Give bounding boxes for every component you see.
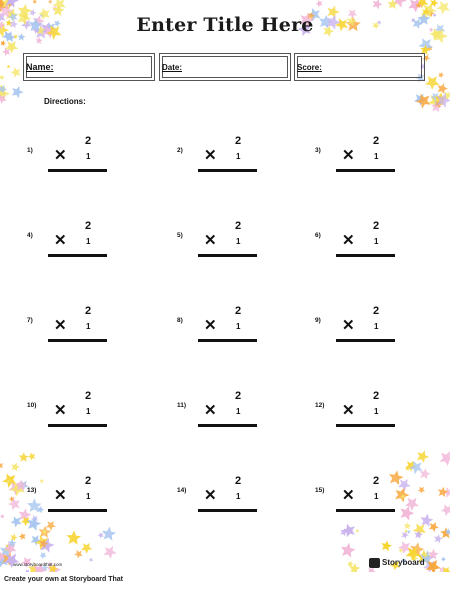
star-icon xyxy=(33,0,37,4)
star-icon xyxy=(441,504,450,516)
problem-number: 3) xyxy=(315,147,321,154)
problem-number: 11) xyxy=(177,402,187,409)
problem-top-operand: 2 xyxy=(235,220,242,232)
multiply-icon: ✕ xyxy=(204,317,217,334)
name-label: Name: xyxy=(26,62,54,72)
problem-item xyxy=(27,220,137,280)
star-icon xyxy=(398,541,411,554)
problem-top-operand: 2 xyxy=(235,135,242,147)
multiply-icon: ✕ xyxy=(54,147,67,164)
problem-top-operand: 2 xyxy=(373,135,380,147)
footer-text[interactable]: Create your own at Storyboard That xyxy=(4,576,124,583)
problem-bottom-operand: 1 xyxy=(374,322,379,331)
star-icon xyxy=(74,550,83,559)
multiply-icon: ✕ xyxy=(54,402,67,419)
star-icon xyxy=(417,450,429,463)
date-field[interactable] xyxy=(159,53,291,81)
problem-item xyxy=(177,220,287,280)
star-icon xyxy=(54,20,61,27)
multiply-icon: ✕ xyxy=(204,232,217,249)
problem-number: 2) xyxy=(177,147,183,154)
problem-number: 1) xyxy=(27,147,33,154)
answer-line xyxy=(198,254,257,257)
score-label: Score: xyxy=(297,63,322,72)
problem-bottom-operand: 1 xyxy=(86,322,91,331)
answer-line xyxy=(336,424,395,427)
multiply-icon: ✕ xyxy=(54,487,67,504)
problem-bottom-operand: 1 xyxy=(86,152,91,161)
problem-bottom-operand: 1 xyxy=(374,237,379,246)
problem-bottom-operand: 1 xyxy=(374,152,379,161)
problem-number: 14) xyxy=(177,487,187,494)
star-icon xyxy=(10,20,18,29)
star-icon xyxy=(434,534,443,543)
problem-item xyxy=(27,390,137,450)
date-label: Date: xyxy=(162,63,183,72)
star-icon xyxy=(348,561,354,567)
problem-top-operand: 2 xyxy=(85,135,92,147)
star-icon xyxy=(10,67,20,78)
answer-line xyxy=(198,509,257,512)
star-icon xyxy=(104,546,117,559)
multiply-icon: ✕ xyxy=(204,487,217,504)
multiply-icon: ✕ xyxy=(342,487,355,504)
answer-line xyxy=(48,254,107,257)
star-icon xyxy=(429,522,439,532)
problem-item xyxy=(315,475,425,535)
star-icon xyxy=(0,514,5,519)
problem-top-operand: 2 xyxy=(85,305,92,317)
problem-item xyxy=(27,475,137,535)
star-icon xyxy=(11,516,22,527)
star-icon xyxy=(436,1,450,15)
answer-line xyxy=(48,339,107,342)
answer-line xyxy=(336,169,395,172)
star-icon xyxy=(28,453,36,461)
problem-number: 8) xyxy=(177,317,183,324)
multiply-icon: ✕ xyxy=(204,147,217,164)
problem-bottom-operand: 1 xyxy=(236,407,241,416)
problem-top-operand: 2 xyxy=(85,475,92,487)
problem-top-operand: 2 xyxy=(235,305,242,317)
problem-number: 12) xyxy=(315,402,325,409)
star-icon xyxy=(440,451,450,466)
site-url: www.storyboardthat.com xyxy=(13,562,63,567)
footer-bar xyxy=(0,572,450,589)
answer-line xyxy=(336,254,395,257)
star-icon xyxy=(48,0,52,4)
multiply-icon: ✕ xyxy=(342,232,355,249)
problem-top-operand: 2 xyxy=(235,390,242,402)
problem-item xyxy=(315,135,425,195)
multiply-icon: ✕ xyxy=(342,402,355,419)
star-icon xyxy=(0,40,6,46)
multiply-icon: ✕ xyxy=(54,232,67,249)
star-icon xyxy=(19,533,26,540)
problem-bottom-operand: 1 xyxy=(86,237,91,246)
star-icon xyxy=(19,452,29,462)
answer-line xyxy=(48,169,107,172)
answer-line xyxy=(48,509,107,512)
multiply-icon: ✕ xyxy=(204,402,217,419)
star-icon xyxy=(39,552,46,559)
name-field[interactable] xyxy=(23,53,155,81)
problem-item xyxy=(177,135,287,195)
problem-number: 5) xyxy=(177,232,183,239)
star-icon xyxy=(429,27,434,32)
star-icon xyxy=(377,21,382,26)
problem-item xyxy=(315,220,425,280)
problem-item xyxy=(27,135,137,195)
problem-bottom-operand: 1 xyxy=(86,407,91,416)
star-icon xyxy=(425,76,440,90)
problem-bottom-operand: 1 xyxy=(236,322,241,331)
storyboard-logo-text: Storyboard xyxy=(382,558,425,567)
problem-bottom-operand: 1 xyxy=(374,407,379,416)
problem-number: 13) xyxy=(27,487,37,494)
problem-item xyxy=(27,305,137,365)
problem-item xyxy=(177,390,287,450)
problem-top-operand: 2 xyxy=(373,390,380,402)
star-icon xyxy=(316,0,323,7)
star-icon xyxy=(373,0,383,9)
star-icon xyxy=(89,558,93,562)
problem-top-operand: 2 xyxy=(373,475,380,487)
multiply-icon: ✕ xyxy=(54,317,67,334)
storyboard-logo xyxy=(369,557,424,569)
problem-bottom-operand: 1 xyxy=(236,492,241,501)
star-icon xyxy=(8,498,20,511)
score-field[interactable] xyxy=(294,53,425,81)
star-icon xyxy=(11,462,20,471)
problem-top-operand: 2 xyxy=(235,475,242,487)
star-icon xyxy=(7,65,11,69)
problem-item xyxy=(315,305,425,365)
star-icon xyxy=(0,462,3,469)
worksheet-title[interactable]: Enter Title Here xyxy=(136,14,314,36)
problem-bottom-operand: 1 xyxy=(86,492,91,501)
problem-item xyxy=(177,475,287,535)
problem-top-operand: 2 xyxy=(85,390,92,402)
star-icon xyxy=(341,543,356,558)
problem-top-operand: 2 xyxy=(85,220,92,232)
problem-item xyxy=(315,390,425,450)
problem-bottom-operand: 1 xyxy=(236,152,241,161)
problem-number: 6) xyxy=(315,232,321,239)
multiply-icon: ✕ xyxy=(342,317,355,334)
problem-number: 7) xyxy=(27,317,33,324)
problem-number: 15) xyxy=(315,487,325,494)
answer-line xyxy=(48,424,107,427)
problem-top-operand: 2 xyxy=(373,305,380,317)
answer-line xyxy=(198,424,257,427)
directions-label[interactable]: Directions: xyxy=(44,97,86,106)
multiply-icon: ✕ xyxy=(342,147,355,164)
star-icon xyxy=(12,86,24,98)
star-icon xyxy=(381,540,392,551)
star-icon xyxy=(0,75,5,80)
problem-bottom-operand: 1 xyxy=(374,492,379,501)
answer-line xyxy=(336,339,395,342)
star-icon xyxy=(81,543,92,554)
star-icon xyxy=(18,33,26,41)
problem-number: 10) xyxy=(27,402,37,409)
star-icon xyxy=(441,557,446,562)
star-icon xyxy=(11,534,18,541)
answer-line xyxy=(198,339,257,342)
problem-number: 9) xyxy=(315,317,321,324)
problem-number: 4) xyxy=(27,232,33,239)
storyboard-logo-icon xyxy=(369,558,380,568)
problem-bottom-operand: 1 xyxy=(236,237,241,246)
answer-line xyxy=(198,169,257,172)
star-icon xyxy=(438,72,444,78)
problem-top-operand: 2 xyxy=(373,220,380,232)
answer-line xyxy=(336,509,395,512)
problem-item xyxy=(177,305,287,365)
